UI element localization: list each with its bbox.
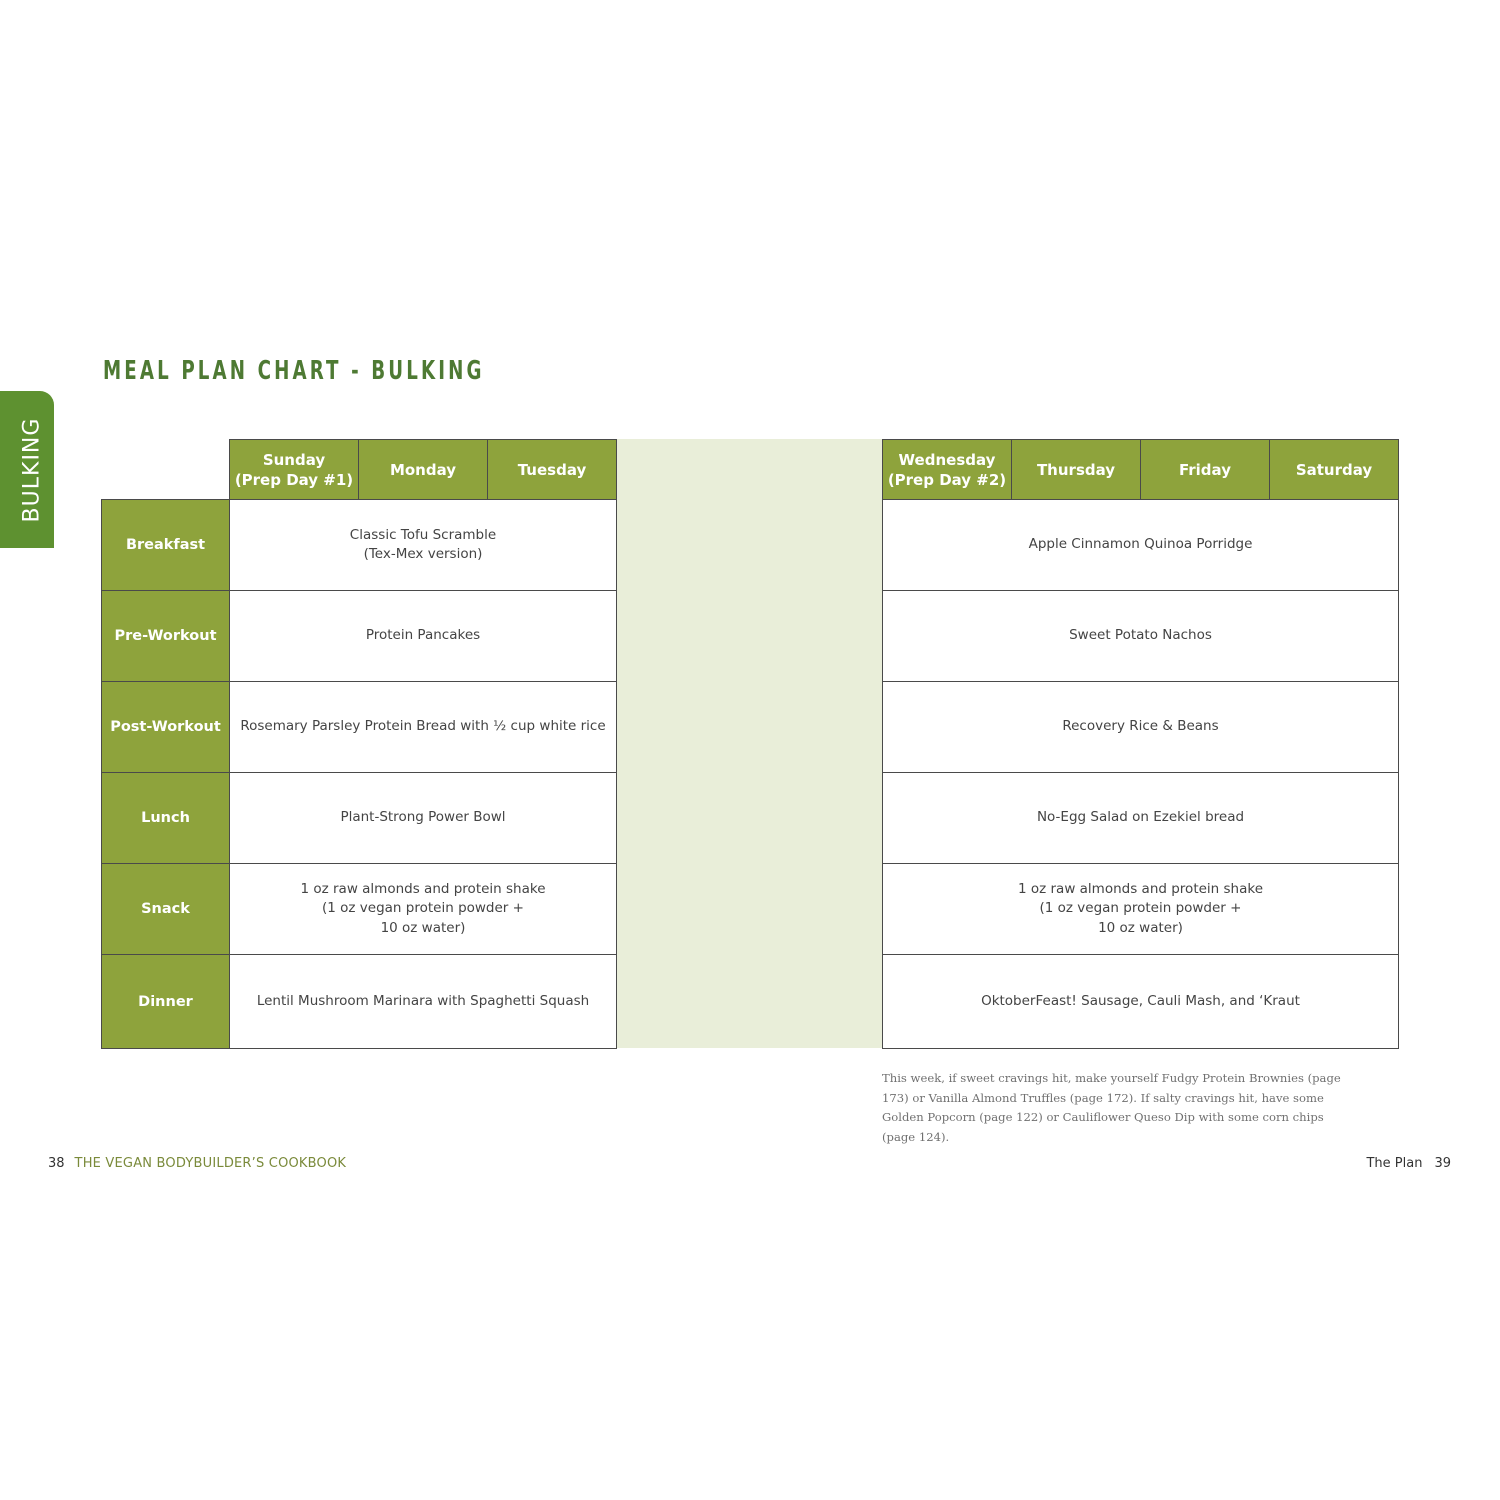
meal-snack-right: 1 oz raw almonds and protein shake (1 oz vegan protein powder + 10 oz water) <box>882 863 1399 955</box>
header-sunday: Sunday (Prep Day #1) <box>229 439 359 500</box>
row-label-post-workout: Post-Workout <box>101 681 230 773</box>
header-saturday: Saturday <box>1269 439 1399 500</box>
corner-blank <box>101 439 230 500</box>
header-friday: Friday <box>1140 439 1270 500</box>
row-label-pre-workout: Pre-Workout <box>101 590 230 682</box>
meal-pre-workout-left: Protein Pancakes <box>229 590 617 682</box>
row-label-lunch: Lunch <box>101 772 230 864</box>
book-title: THE VEGAN BODYBUILDER’S COOKBOOK <box>74 1156 347 1171</box>
meal-post-workout-left: Rosemary Parsley Protein Bread with ½ cup white rice <box>229 681 617 773</box>
page-title: MEAL PLAN CHART - BULKING <box>103 356 485 386</box>
row-label-breakfast: Breakfast <box>101 499 230 591</box>
meal-breakfast-left: Classic Tofu Scramble (Tex-Mex version) <box>229 499 617 591</box>
footer-right <box>1366 1156 1451 1171</box>
header-thursday: Thursday <box>1011 439 1141 500</box>
section-tab-label: BULKING <box>19 417 45 523</box>
meal-snack-left: 1 oz raw almonds and protein shake (1 oz vegan protein powder + 10 oz water) <box>229 863 617 955</box>
page-number-right: 39 <box>1434 1156 1451 1171</box>
page-number-left: 38 <box>48 1156 65 1171</box>
meal-lunch-right: No-Egg Salad on Ezekiel bread <box>882 772 1399 864</box>
meal-dinner-right: OktoberFeast! Sausage, Cauli Mash, and ‘Kraut <box>882 954 1399 1049</box>
meal-pre-workout-right: Sweet Potato Nachos <box>882 590 1399 682</box>
row-label-dinner: Dinner <box>101 954 230 1049</box>
meal-breakfast-right: Apple Cinnamon Quinoa Porridge <box>882 499 1399 591</box>
meal-post-workout-right: Recovery Rice & Beans <box>882 681 1399 773</box>
section-name: The Plan <box>1366 1156 1423 1171</box>
meal-plan-table-left <box>101 439 616 1048</box>
footer-left <box>48 1156 346 1171</box>
meal-lunch-left: Plant-Strong Power Bowl <box>229 772 617 864</box>
page-gutter <box>616 439 882 1048</box>
meal-plan-table-right <box>882 439 1398 1048</box>
craving-note: This week, if sweet cravings hit, make yourself Fudgy Protein Brownies (page 173) or Vanilla Almond Truffles (page 172). If salty cravings hit, have some Golden Popcorn (page 122) or Cauliflower Queso Dip with some corn chips (page 124). <box>882 1071 1341 1144</box>
header-wednesday: Wednesday (Prep Day #2) <box>882 439 1012 500</box>
meal-dinner-left: Lentil Mushroom Marinara with Spaghetti Squash <box>229 954 617 1049</box>
row-label-snack: Snack <box>101 863 230 955</box>
header-tuesday: Tuesday <box>487 439 617 500</box>
header-monday: Monday <box>358 439 488 500</box>
